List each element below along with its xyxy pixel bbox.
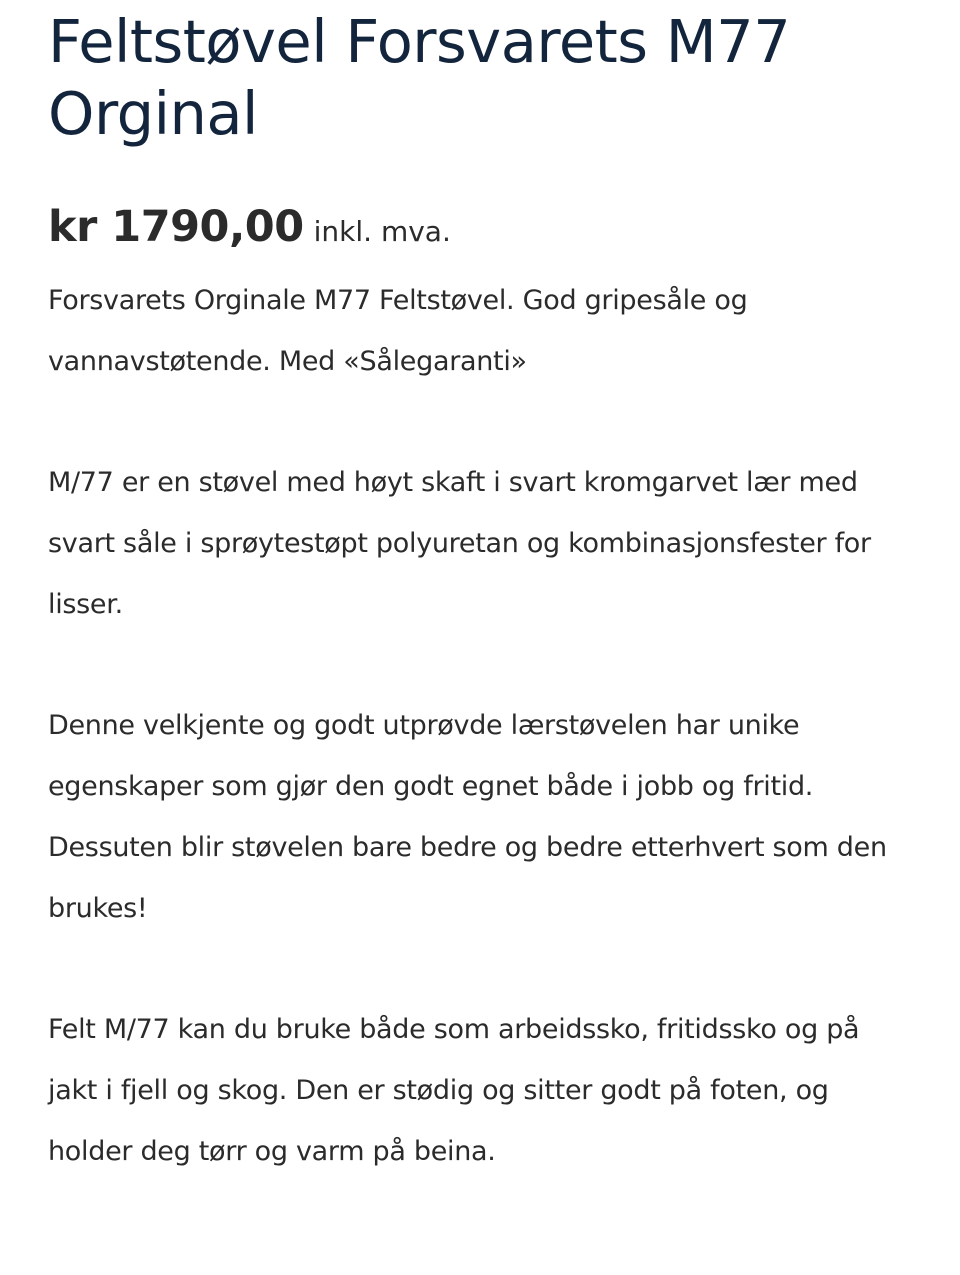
description-paragraph: Denne velkjente og godt utprøvde lærstøvelen har unike egenskaper som gjør den godt egnet både i jobb og fritid. Dessuten blir støvelen bare bedre og bedre etterhvert som den brukes! xyxy=(48,710,887,924)
product-details xyxy=(48,0,908,1242)
tax-note: inkl. mva. xyxy=(313,215,451,248)
product-price: kr 1790,00 xyxy=(48,202,304,252)
price-row xyxy=(48,202,908,262)
product-description xyxy=(48,270,908,1182)
description-paragraph: M/77 er en støvel med høyt skaft i svart kromgarvet lær med svart såle i sprøytestøpt polyuretan og kombinasjonsfester for lisser. xyxy=(48,467,871,620)
description-paragraph: Forsvarets Orginale M77 Feltstøvel. God gripesåle og vannavstøtende. Med «Sålegaranti» xyxy=(48,285,748,377)
product-title: Feltstøvel Forsvarets M77 Orginal xyxy=(48,7,791,148)
description-paragraph: Felt M/77 kan du bruke både som arbeidssko, fritidssko og på jakt i fjell og skog. Den er stødig og sitter godt på foten, og holder deg tørr og varm på beina. xyxy=(48,1014,860,1167)
